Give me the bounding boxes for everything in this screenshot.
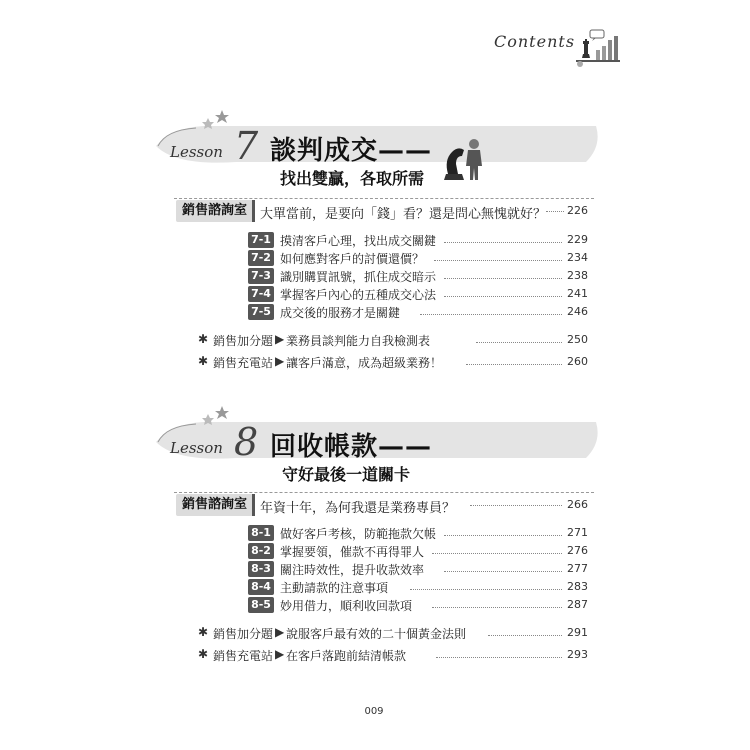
page-number: 229: [567, 233, 588, 246]
extra-label: 銷售充電站: [213, 356, 274, 370]
lesson-number: 7: [234, 124, 259, 168]
lesson-7-banner: [156, 126, 602, 188]
star-icon: ✱: [198, 625, 209, 639]
lesson-title: 談判成交——: [270, 136, 433, 166]
room-bar: [252, 494, 255, 516]
lesson-subtitle: 守好最後一道關卡: [282, 465, 411, 484]
section-number: 7-1: [248, 232, 274, 248]
arrow-icon: ▶: [275, 647, 285, 661]
section-title: 妙用借力，順利收回款項: [280, 599, 413, 613]
page-number: 234: [567, 251, 588, 264]
star-icon: ✱: [198, 647, 209, 661]
room-tag: 銷售諮詢室: [176, 200, 253, 222]
extra-title: 讓客戶滿意，成為超級業務！: [286, 356, 443, 370]
lesson-subtitle: 找出雙贏，各取所需: [280, 169, 425, 188]
leader-dots: [410, 589, 562, 590]
page-number: 291: [567, 626, 588, 639]
page-number: 238: [567, 269, 588, 282]
page-number: 241: [567, 287, 588, 300]
arrow-icon: ▶: [275, 625, 285, 639]
room-tag: 銷售諮詢室: [176, 494, 253, 516]
leader-dots: [432, 607, 562, 608]
lesson-number: 8: [234, 420, 259, 464]
page-number: 287: [567, 598, 588, 611]
section-number: 7-4: [248, 286, 274, 302]
leader-dots: [434, 260, 562, 261]
section-title: 做好客戶考核，防範拖款欠帳: [280, 527, 437, 541]
leader-dots: [444, 242, 562, 243]
section-number: 8-4: [248, 579, 274, 595]
contents-heading: Contents: [494, 32, 576, 51]
section-title: 成交後的服務才是關鍵: [280, 306, 401, 320]
leader-dots: [444, 571, 562, 572]
extra-label: 銷售加分題: [213, 627, 274, 641]
arrow-icon: ▶: [275, 332, 285, 346]
leader-dots: [436, 657, 562, 658]
leader-dots: [476, 342, 562, 343]
section-title: 如何應對客戶的討價還價？: [280, 252, 425, 266]
page-number: 266: [567, 498, 588, 511]
section-title: 主動請款的注意事項: [280, 581, 389, 595]
leader-dots: [432, 553, 562, 554]
page-number: 246: [567, 305, 588, 318]
section-number: 8-3: [248, 561, 274, 577]
room-bar: [252, 200, 255, 222]
section-title: 識別購買訊號，抓住成交暗示: [280, 270, 437, 284]
section-number: 7-3: [248, 268, 274, 284]
section-title: 關注時效性，提升收款效率: [280, 563, 425, 577]
section-title: 摸清客戶心理，找出成交關鍵: [280, 234, 437, 248]
page-number: 250: [567, 333, 588, 346]
section-title: 掌握要領，催款不再得罪人: [280, 545, 425, 559]
leader-dots: [444, 278, 562, 279]
lesson-title: 回收帳款——: [270, 432, 433, 462]
lesson-word: Lesson: [170, 439, 223, 457]
footer-page-number: 009: [364, 706, 384, 717]
room-question: 大單當前，是要向「錢」看？還是問心無愧就好？: [260, 207, 547, 222]
extra-label: 銷售充電站: [213, 649, 274, 663]
page-number: 293: [567, 648, 588, 661]
page-number: 271: [567, 526, 588, 539]
lesson-8-banner: [156, 422, 602, 484]
section-number: 7-2: [248, 250, 274, 266]
section-title: 掌握客戶內心的五種成交心法: [280, 288, 437, 302]
leader-dots: [444, 296, 562, 297]
star-icon: ✱: [198, 332, 209, 346]
extra-title: 業務員談判能力自我檢測表: [286, 334, 431, 348]
chess-businessman-icon: [440, 134, 486, 182]
leader-dots: [420, 314, 562, 315]
stars-icon: [198, 404, 232, 426]
section-number: 7-5: [248, 304, 274, 320]
page-number: 260: [567, 355, 588, 368]
leader-dots: [466, 364, 562, 365]
leader-dots: [444, 535, 562, 536]
star-icon: ✱: [198, 354, 209, 368]
section-number: 8-1: [248, 525, 274, 541]
extra-title: 在客戶落跑前結清帳款: [286, 649, 407, 663]
lesson-word: Lesson: [170, 143, 223, 161]
extra-label: 銷售加分題: [213, 334, 274, 348]
leader-dots: [488, 635, 562, 636]
extra-title: 說服客戶最有效的二十個黃金法則: [286, 627, 467, 641]
page-number: 276: [567, 544, 588, 557]
room-question: 年資十年，為何我還是業務專員？: [260, 501, 456, 516]
section-number: 8-5: [248, 597, 274, 613]
page-number: 277: [567, 562, 588, 575]
arrow-icon: ▶: [275, 354, 285, 368]
leader-dots: [470, 505, 562, 506]
page-number: 283: [567, 580, 588, 593]
page-number: 226: [567, 204, 588, 217]
stars-icon: [198, 108, 232, 130]
section-number: 8-2: [248, 543, 274, 559]
chess-chart-icon: [576, 28, 620, 70]
